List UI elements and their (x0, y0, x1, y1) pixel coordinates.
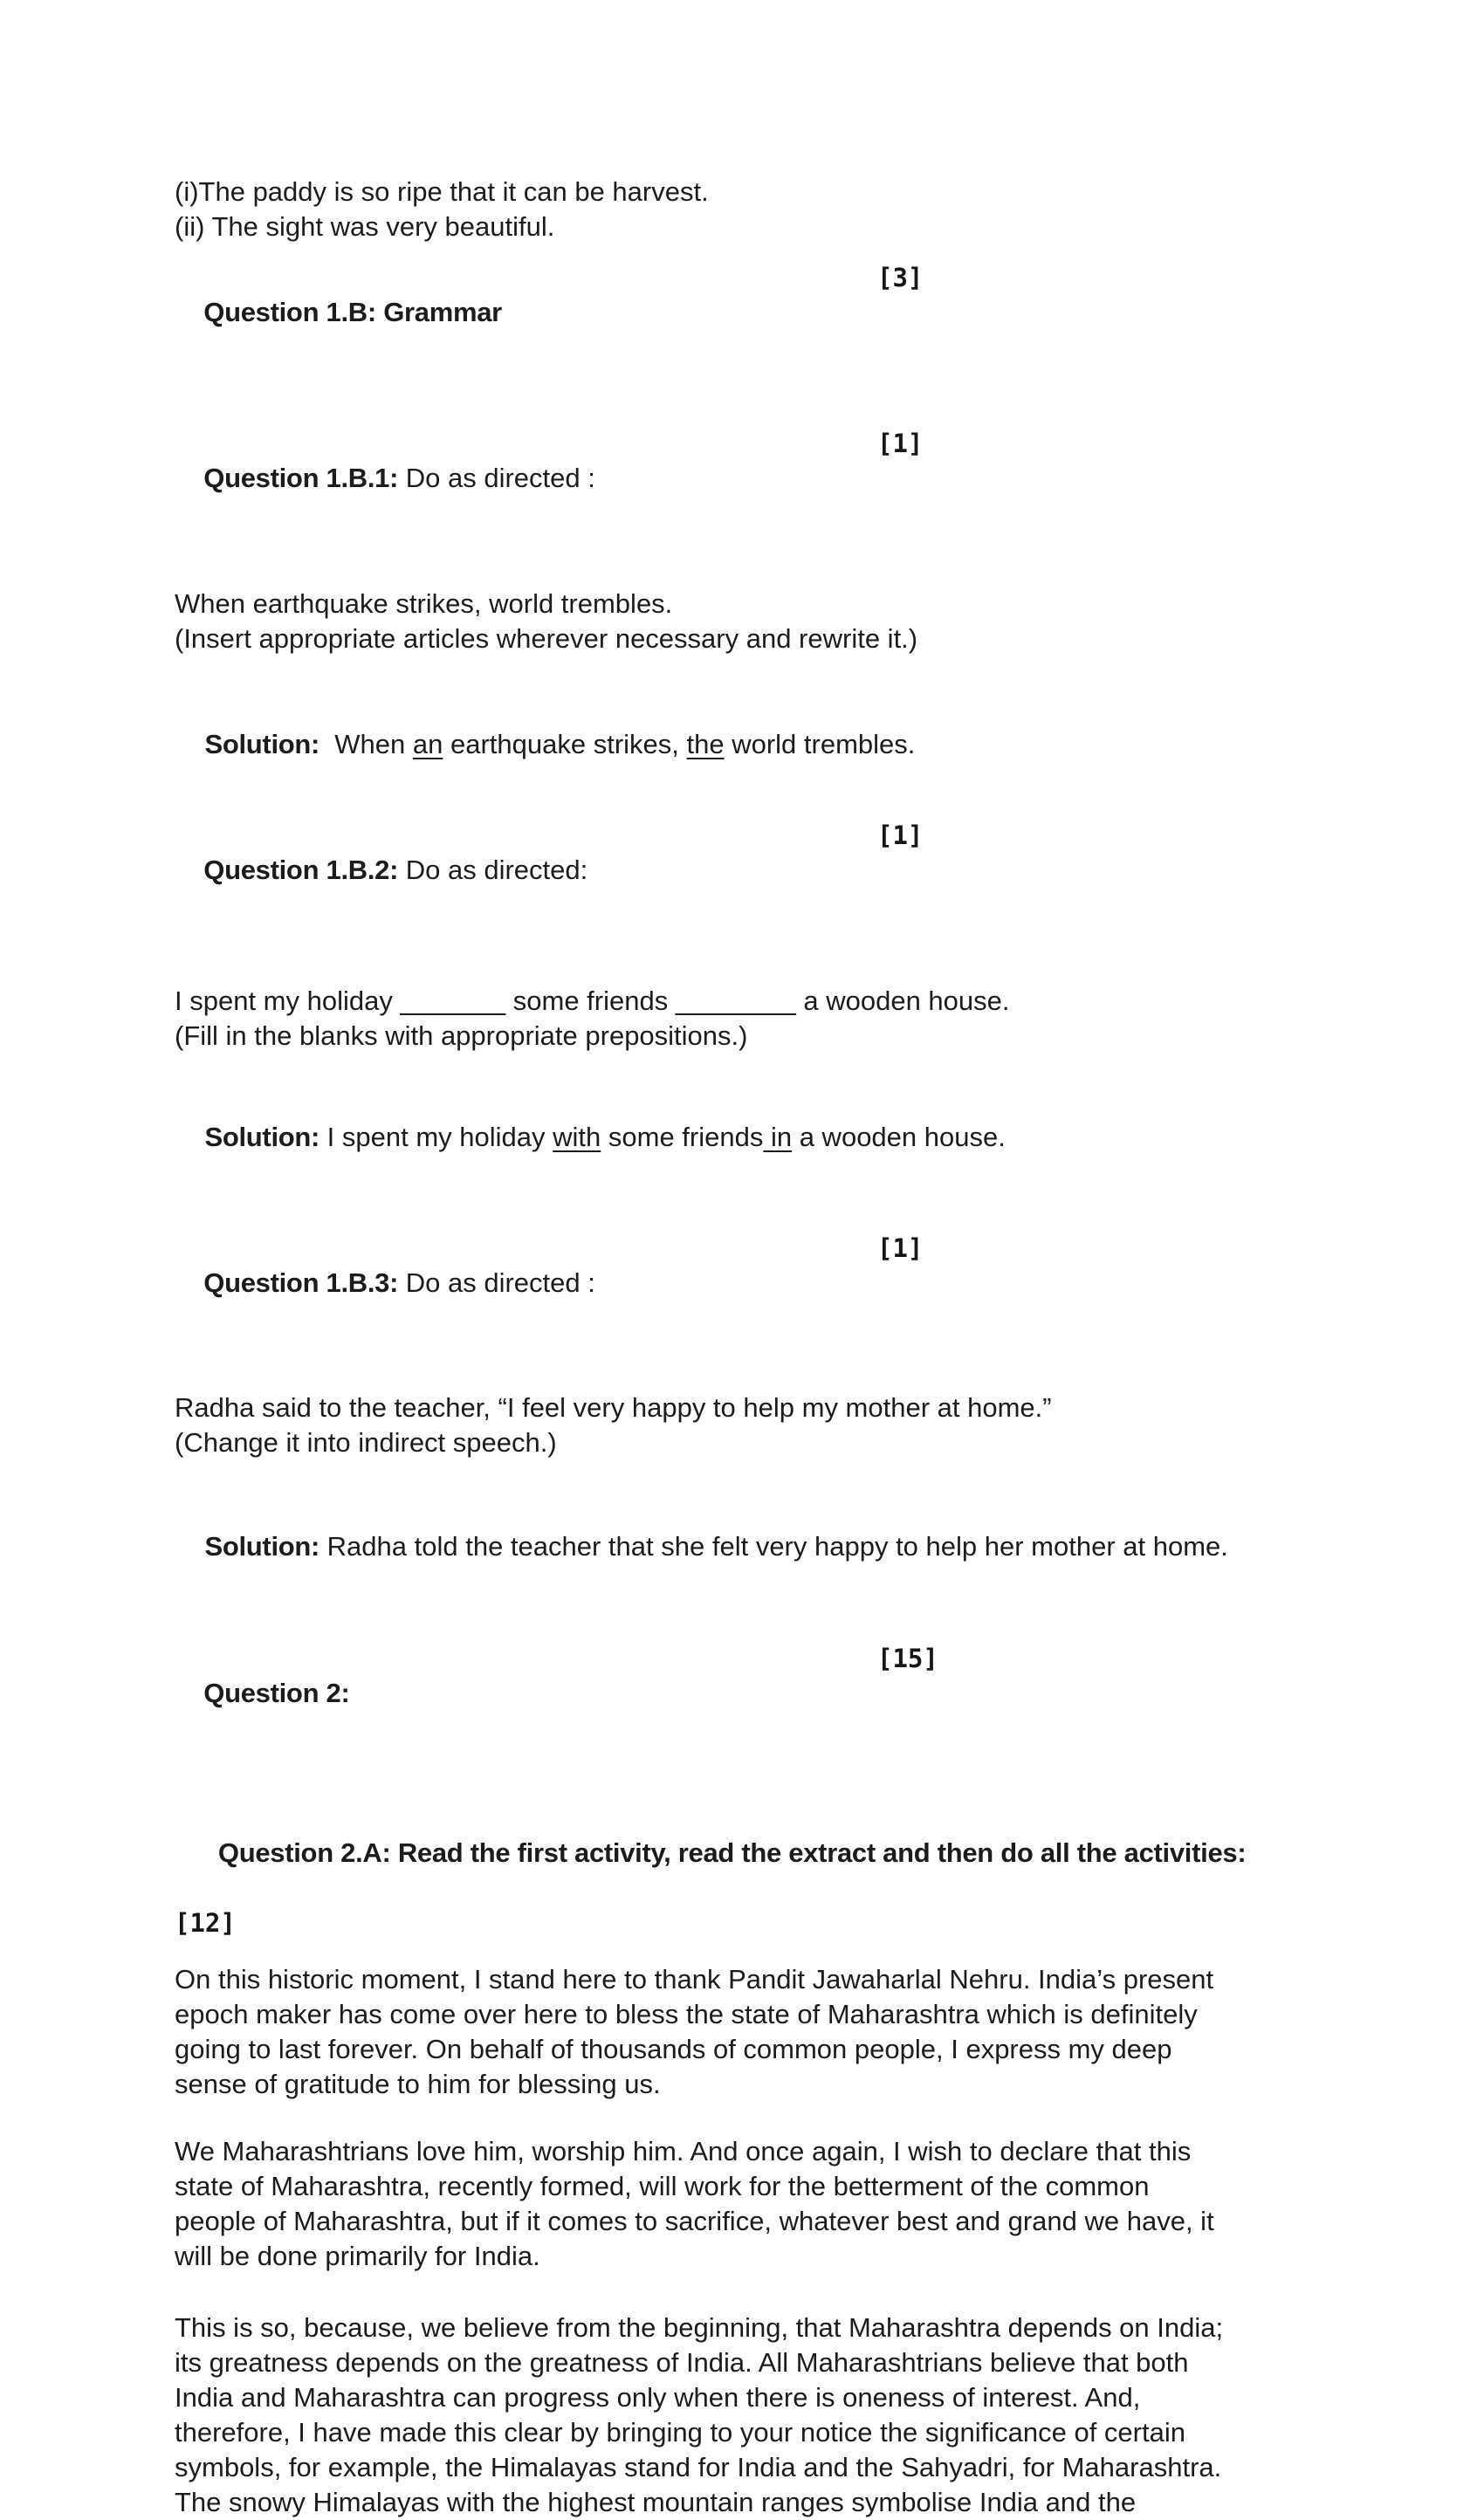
solution-1b1-underlined-word-1: an (412, 729, 443, 759)
question-1b2-body (175, 984, 1432, 1054)
extract-paragraph-1 (175, 1962, 1432, 2102)
intro-line-1: (i)The paddy is so ripe that it can be harvest. (175, 176, 709, 207)
paragraph-line: sense of gratitude to him for blessing us. (175, 2069, 661, 2099)
solution-1b1-underlined-word-2: the (686, 729, 725, 759)
document-content (175, 0, 1432, 2520)
question-1b1-title: Do as directed : (398, 463, 595, 493)
solution-1b1-text: When (319, 729, 413, 759)
question-1b2-label: Question 1.B.2: (203, 855, 399, 885)
solution-1b2-label: Solution: (204, 1122, 320, 1152)
question-2-title: Question 2: (203, 1678, 350, 1708)
question-1b3-label: Question 1.B.3: (203, 1267, 399, 1298)
solution-1b1-label: Solution: (204, 729, 320, 759)
paragraph-line: We Maharashtrians love him, worship him. And once again, I wish to declare that this (175, 2136, 1192, 2166)
solution-1b2-underlined-word-1: with (553, 1122, 601, 1152)
question-2a-heading-block (175, 1801, 1432, 1940)
paragraph-line: going to last forever. On behalf of thousands of common people, I express my deep (175, 2034, 1172, 2064)
solution-1b2-text-2: some friends (601, 1122, 764, 1152)
paragraph-line: epoch maker has come over here to bless the state of Maharashtra which is definitely (175, 1999, 1198, 2029)
paragraph-line: The snowy Himalayas with the highest mountain ranges symbolise India and the (175, 2487, 1137, 2517)
question-1b2-body-line-1: I spent my holiday _______ some friends ________ a wooden house. (175, 985, 1010, 1016)
intro-line-2: (ii) The sight was very beautiful. (175, 211, 555, 242)
question-1b3-body-line-1: Radha said to the teacher, “I feel very happy to help my mother at home.” (175, 1392, 1052, 1423)
solution-1b3 (175, 1494, 1432, 1599)
question-1b3-heading (175, 1231, 1432, 1370)
question-2a-title: Question 2.A: Read the first activity, read the extract and then do all the activities: (217, 1837, 1247, 1868)
paragraph-line: will be done primarily for India. (175, 2241, 540, 2271)
question-1b1-body-line-2: (Insert appropriate articles wherever necessary and rewrite it.) (175, 623, 918, 654)
solution-1b3-text: Radha told the teacher that she felt very happy to help her mother at home. (319, 1531, 1228, 1562)
question-1b2-body-line-2: (Fill in the blanks with appropriate prepositions.) (175, 1020, 748, 1051)
question-2a-marks: [12] (175, 1908, 236, 1938)
solution-1b3-label: Solution: (204, 1531, 320, 1562)
question-1b1-heading (175, 426, 1432, 566)
question-1b2-heading (175, 818, 1432, 958)
paragraph-line: state of Maharashtra, recently formed, will work for the betterment of the common (175, 2171, 1150, 2201)
question-1b-marks: [3] (877, 263, 924, 292)
question-1b2-title: Do as directed: (398, 855, 588, 885)
question-1b2-marks: [1] (877, 821, 924, 850)
solution-1b1-text-3: world trembles. (724, 729, 916, 759)
question-1b3-title: Do as directed : (398, 1267, 595, 1298)
extract-paragraph-3 (175, 2311, 1432, 2520)
question-1b-title: Question 1.B: Grammar (203, 297, 502, 327)
paragraph-line: This is so, because, we believe from the beginning, that Maharashtra depends on India; (175, 2312, 1224, 2343)
question-1b1-marks: [1] (877, 429, 924, 458)
paragraph-line: On this historic moment, I stand here to thank Pandit Jawaharlal Nehru. India’s present (175, 1964, 1214, 1995)
solution-1b2-underlined-word-2: in (763, 1122, 793, 1152)
solution-1b1-text-2: earthquake strikes, (443, 729, 687, 759)
question-1b1-label: Question 1.B.1: (203, 463, 399, 493)
paragraph-line: its greatness depends on the greatness of India. All Maharashtrians believe that both (175, 2347, 1189, 2378)
question-1b-heading (175, 260, 1432, 400)
paragraph-line: therefore, I have made this clear by bringing to your notice the significance of certain (175, 2417, 1185, 2448)
extract-paragraph-2 (175, 2134, 1432, 2274)
paragraph-line: symbols, for example, the Himalayas stand for India and the Sahyadri, for Maharashtra. (175, 2452, 1222, 2482)
question-1b1-body (175, 587, 1432, 656)
solution-1b2 (175, 1085, 1432, 1190)
question-1b3-body-line-2: (Change it into indirect speech.) (175, 1427, 557, 1458)
solution-1b2-text: I spent my holiday (319, 1122, 553, 1152)
question-2-heading (175, 1641, 1432, 1781)
question-1b3-body (175, 1390, 1432, 1460)
question-1b3-marks: [1] (877, 1233, 924, 1263)
paragraph-line: India and Maharashtra can progress only when there is oneness of interest. And, (175, 2382, 1141, 2413)
question-2-marks: [15] (877, 1644, 938, 1673)
question-2a-heading (175, 1801, 1432, 1905)
solution-1b2-text-3: a wooden house. (792, 1122, 1006, 1152)
paragraph-line: people of Maharashtra, but if it comes to sacrifice, whatever best and grand we have, it (175, 2206, 1214, 2236)
question-1b1-body-line-1: When earthquake strikes, world trembles. (175, 588, 673, 619)
intro-sentences (175, 175, 1432, 244)
solution-1b1 (175, 692, 1432, 797)
